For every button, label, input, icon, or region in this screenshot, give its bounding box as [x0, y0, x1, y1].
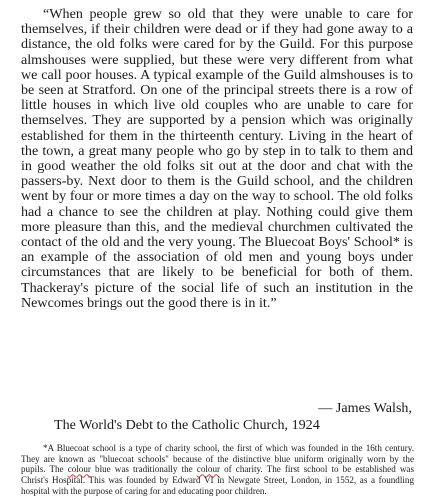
quote-paragraph: “When people grew so old that they were unable to care for themselves, if their children were dead or if they had gone away to a distance, the old folks were cared for by the Guild. For this purpose almshouses were supplied, but these were very different from what we call poor houses. A typical example of the Guild almshouses is to be seen at Stratford. On one of the principal streets there is a row of little houses in which live old couples who are unable to care for themselves. They are supported by a pension which was originally established for them in the thirteenth century. Living in the heart of the town, a great many people who go by step in to talk to them and in good weather the old folks sit out at the door and chat with the passers-by. Next door to them is the Guild school, and the children went by four or more times a day on the way to school. The old folks had a chance to see the children at play. Nothing could give them more pleasure than this, and the medieval churchmen cultivated the contact of the old and the very young. The Bluecoat Boys' School* is an example of the association of old men and young boys under circumstances that are likely to be beneficial for both of them. Thackeray's picture of the social life of such an institution in the Newcomes brings out the good there is in it.”	[21, 6, 413, 311]
spellcheck-word-colour-2[interactable]: colour	[196, 464, 221, 475]
attribution-author: — James Walsh,	[318, 400, 412, 416]
spellcheck-word-colour-1[interactable]: colour	[67, 464, 91, 475]
attribution	[21, 400, 414, 434]
footnote-text-2: blue was traditionally the	[90, 464, 197, 475]
footnote-text-1: *A Bluecoat school is a type of charity school, the first of which was founded in the 16th century. They are known as "bluecoat schools" because of the distinctive blue uniform originally worn by the pupils. The	[21, 443, 414, 475]
attribution-source: The World's Debt to the Catholic Church, 1924	[54, 417, 320, 433]
footnote-text-3: of charity. The first school to be established was Christ's Hospital. This was founded by Edward VI in Newgate Street, London, in 1552, as a foundling hospital with the purpose of caring for and educating poor children.	[21, 464, 414, 496]
footnote	[21, 443, 414, 497]
